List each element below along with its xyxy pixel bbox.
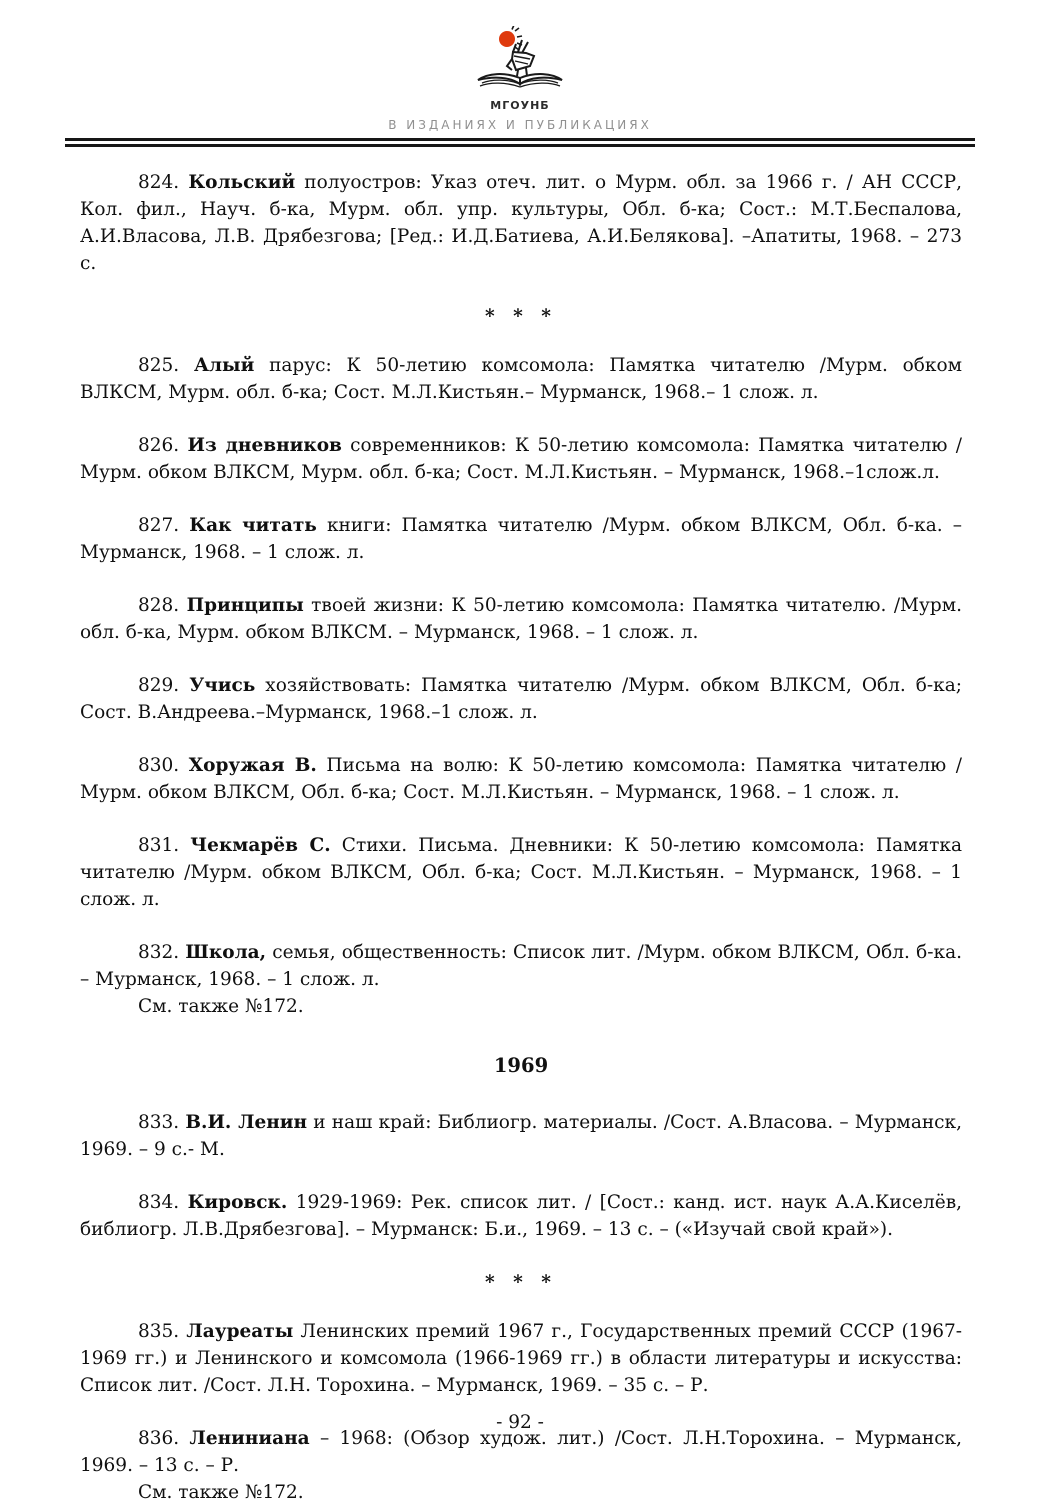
- entry-number: 834.: [138, 1192, 188, 1213]
- entry-830: [80, 752, 962, 806]
- entry-title: Кольский: [188, 172, 296, 193]
- entry-number: 836.: [138, 1428, 190, 1449]
- entry-831: [80, 832, 962, 913]
- entry-number: 831.: [138, 835, 191, 856]
- see-also-note: См. также №172.: [138, 996, 304, 1017]
- entry-number: 825.: [138, 355, 194, 376]
- entry-title: Лауреаты: [186, 1321, 294, 1342]
- entry-title: Из дневников: [187, 435, 342, 456]
- entry-824: [80, 169, 962, 277]
- asterisk-separator: * * *: [485, 1272, 557, 1293]
- entry-825: [80, 352, 962, 406]
- entry-number: 826.: [138, 435, 188, 456]
- entry-number: 833.: [138, 1112, 186, 1133]
- header-subtitle: В ИЗДАНИЯХ И ПУБЛИКАЦИЯХ: [388, 118, 652, 132]
- bibliography-list: [0, 147, 1040, 1506]
- entry-title: Чекмарёв С.: [190, 835, 331, 856]
- entry-text: парус: К 50-летию комсомола: Памятка читателю /Мурм. обком ВЛКСМ, Мурм. обл. б-ка; Сост. М.Л.Кистьян.– Мурманск, 1968.– 1 слож. л.: [80, 355, 962, 403]
- entry-834: [80, 1189, 962, 1243]
- entry-number: 832.: [138, 942, 186, 963]
- asterisk-separator: * * *: [485, 306, 557, 327]
- page-number: - 92 -: [496, 1412, 544, 1433]
- logo-acronym: МГОУНБ: [490, 99, 550, 112]
- entry-text: полуостров: Указ отеч. лит. о Мурм. обл. за 1966 г. / АН СССР, Кол. фил., Науч. б-ка, Мурм. обл. упр. культуры, Обл. б-ка; Сост.: М.Т.Беспалова, А.И.Власова, Л.В. Дрябезгова; [Ред.: И.Д.Батиева, А.И.Белякова]. –Апатиты, 1968. – 273 с.: [80, 172, 962, 274]
- header-double-rule: [65, 138, 975, 147]
- entry-number: 830.: [138, 755, 189, 776]
- entry-title: Учись: [189, 675, 256, 696]
- entry-title: Хоружая В.: [188, 755, 317, 776]
- entry-number: 829.: [138, 675, 190, 696]
- entry-text: семья, общественность: Список лит. /Мурм. обком ВЛКСМ, Обл. б-ка. – Мурманск, 1968. – 1 слож. л.: [80, 942, 963, 990]
- entry-number: 835.: [138, 1321, 187, 1342]
- entry-title: Лениниана: [189, 1428, 310, 1449]
- entry-835: [80, 1318, 962, 1399]
- see-also-note: См. также №172.: [138, 1482, 304, 1503]
- entry-title: В.И. Ленин: [185, 1112, 308, 1133]
- entry-number: 824.: [138, 172, 189, 193]
- sun-icon: [499, 26, 522, 50]
- entry-text: 1929-1969: Рек. список лит. / [Сост.: канд. ист. наук А.А.Киселёв, библиогр. Л.В.Дрябезгова]. – Мурманск: Б.и., 1969. – 13 с. – («Изучай свой край»).: [80, 1192, 962, 1240]
- entry-text: твоей жизни: К 50-летию комсомола: Памятка читателю. /Мурм. обл. б-ка, Мурм. обком ВЛКСМ. – Мурманск, 1968. – 1 слож. л.: [80, 595, 963, 643]
- entry-text: Стихи. Письма. Дневники: К 50-летию комсомола: Памятка читателю /Мурм. обком ВЛКСМ, Обл. б-ка; Сост. М.Л.Кистьян. – Мурманск, 1968. – 1 слож. л.: [80, 835, 963, 910]
- entry-title: Школа,: [185, 942, 267, 963]
- entry-title: Кировск.: [187, 1192, 288, 1213]
- entry-text: современников: К 50-летию комсомола: Памятка читателю / Мурм. обком ВЛКСМ, Мурм. обл. б-ка; Сост. М.Л.Кистьян. – Мурманск, 1968.–1слож.л.: [80, 435, 962, 483]
- entry-title: Как читать: [189, 515, 317, 536]
- entry-827: [80, 512, 962, 566]
- entry-text: и наш край: Библиогр. материалы. /Сост. А.Власова. – Мурманск, 1969. – 9 с.- М.: [80, 1112, 962, 1160]
- page-header: [0, 0, 1040, 147]
- entry-text: Письма на волю: К 50-летию комсомола: Памятка читателю / Мурм. обком ВЛКСМ, Обл. б-ка; Сост. М.Л.Кистьян. – Мурманск, 1968. – 1 слож. л.: [80, 755, 962, 803]
- entry-833: [80, 1109, 962, 1163]
- entry-text: хозяйствовать: Памятка читателю /Мурм. обком ВЛКСМ, Обл. б-ка; Сост. В.Андреева.–Мурманск, 1968.–1 слож. л.: [80, 675, 962, 723]
- entry-826: [80, 432, 962, 486]
- entry-832: [80, 939, 962, 993]
- library-logo: [460, 26, 580, 111]
- reindeer-book-sun-icon: [460, 26, 580, 98]
- entry-title: Алый: [193, 355, 255, 376]
- open-book-icon: [478, 74, 562, 87]
- entry-828: [80, 592, 962, 646]
- entry-title: Принципы: [186, 595, 304, 616]
- entry-number: 827.: [138, 515, 190, 536]
- entry-text: – 1968: (Обзор худож. лит.) /Сост. Л.Н.Торохина. – Мурманск, 1969. – 13 с. – Р.: [80, 1428, 962, 1476]
- entry-number: 828.: [138, 595, 187, 616]
- entry-829: [80, 672, 962, 726]
- entry-text: книги: Памятка читателю /Мурм. обком ВЛКСМ, Обл. б-ка. – Мурманск, 1968. – 1 слож. л.: [80, 515, 962, 563]
- year-section-heading: 1969: [493, 1054, 549, 1077]
- entry-text: Ленинских премий 1967 г., Государственных премий СССР (1967-1969 гг.) и Ленинского и комсомола (1966-1969 гг.) в области литературы и искусства: Список лит. /Сост. Л.Н. Торохина. – Мурманск, 1969. – 35 с. – Р.: [80, 1321, 963, 1396]
